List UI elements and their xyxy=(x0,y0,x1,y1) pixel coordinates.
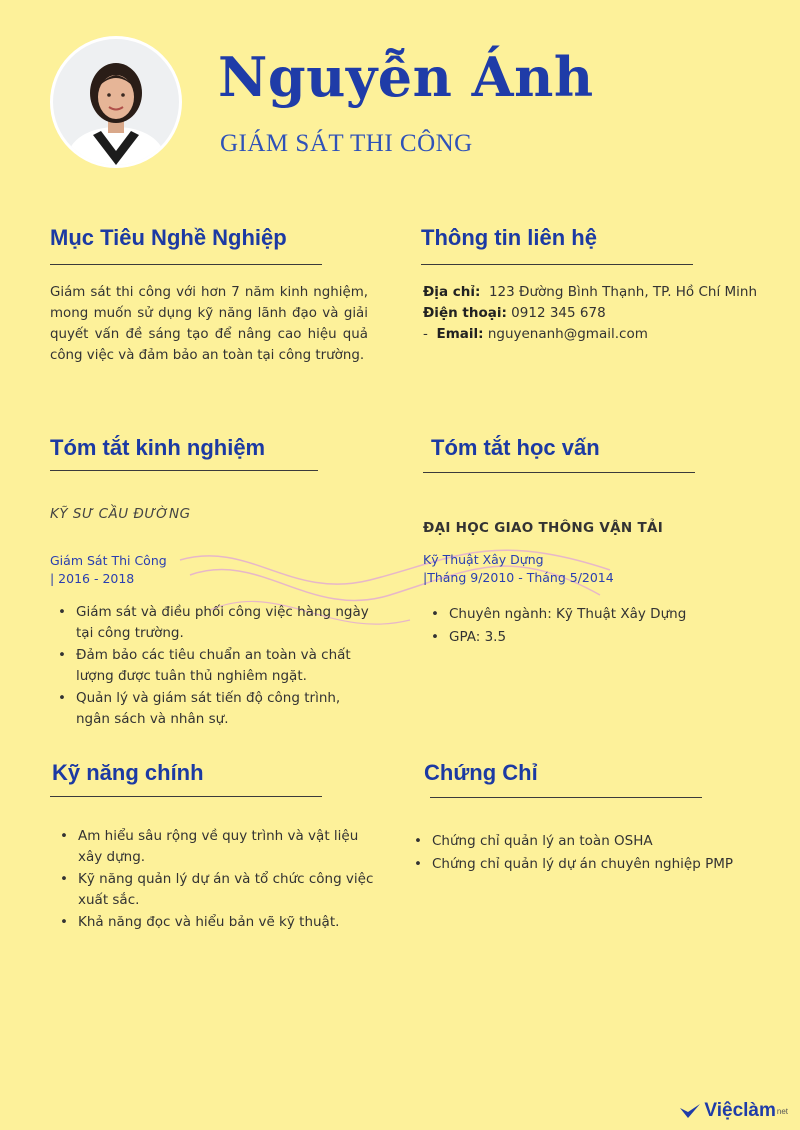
experience-period: | 2016 - 2018 xyxy=(50,571,135,586)
objective-heading: Mục Tiêu Nghề Nghiệp xyxy=(50,225,287,250)
job-title: GIÁM SÁT THI CÔNG xyxy=(220,130,473,157)
phone-value: 0912 345 678 xyxy=(506,305,606,321)
email-label: Email: xyxy=(436,326,484,342)
education-divider xyxy=(423,472,695,473)
objective-divider xyxy=(50,264,322,265)
education-school: ĐẠI HỌC GIAO THÔNG VẬN TẢI xyxy=(423,520,664,536)
list-item: • Chứng chỉ quản lý dự án chuyên nghiệp PMP xyxy=(432,854,800,875)
list-item: • Kỹ năng quản lý dự án và tổ chức công việc xuất sắc. xyxy=(78,869,378,910)
education-major: Kỹ Thuật Xây Dựng xyxy=(423,552,544,567)
email-prefix: - xyxy=(423,326,437,342)
education-list xyxy=(423,604,769,649)
contact-block xyxy=(423,282,763,345)
list-item: • Quản lý và giám sát tiến độ công trình, ngân sách và nhân sự. xyxy=(76,688,376,729)
logo-text: Việclàm xyxy=(704,1100,776,1121)
address-label: Địa chỉ: xyxy=(423,284,481,300)
list-item: • Khả năng đọc và hiểu bản vẽ kỹ thuật. xyxy=(78,912,378,933)
profile-photo xyxy=(50,36,182,168)
education-heading: Tóm tắt học vấn xyxy=(431,435,600,460)
contact-email xyxy=(423,324,763,345)
portrait-image xyxy=(53,39,179,165)
experience-heading: Tóm tắt kinh nghiệm xyxy=(50,435,266,460)
contact-divider xyxy=(421,264,693,265)
list-item: • Đảm bảo các tiêu chuẩn an toàn và chất lượng được tuân thủ nghiêm ngặt. xyxy=(76,645,376,686)
brand-logo[interactable] xyxy=(679,1100,788,1122)
candidate-name: Nguyễn Ánh xyxy=(218,45,594,109)
list-item: • GPA: 3.5 xyxy=(449,627,769,648)
list-item: • Am hiểu sâu rộng về quy trình và vật liệu xây dựng. xyxy=(78,826,378,867)
contact-phone xyxy=(423,303,763,324)
checkmark-logo-icon xyxy=(679,1102,701,1120)
list-item: • Chuyên ngành: Kỹ Thuật Xây Dựng xyxy=(449,604,769,625)
experience-divider xyxy=(50,470,318,471)
objective-text: Giám sát thi công với hơn 7 năm kinh nghiệm, mong muốn sử dụng kỹ năng lãnh đạo và giải quyết vấn đề sáng tạo để nâng cao hiệu quả công việc và đảm bảo an toàn tại công trường. xyxy=(50,285,368,363)
phone-label: Điện thoại: xyxy=(423,305,507,321)
certificates-divider xyxy=(430,797,702,798)
certificates-list xyxy=(406,831,800,876)
experience-position: Giám Sát Thi Công xyxy=(50,553,167,568)
experience-list xyxy=(50,602,376,731)
logo-suffix: net xyxy=(776,1106,788,1116)
certificates-heading: Chứng Chỉ xyxy=(424,760,538,785)
contact-heading: Thông tin liên hệ xyxy=(421,225,597,250)
education-period: |Tháng 9/2010 - Tháng 5/2014 xyxy=(423,570,614,585)
skills-heading: Kỹ năng chính xyxy=(52,760,204,785)
list-item: • Giám sát và điều phối công việc hàng ngày tại công trường. xyxy=(76,602,376,643)
address-value: 123 Đường Bình Thạnh, TP. Hồ Chí Minh xyxy=(480,284,758,300)
list-item: • Chứng chỉ quản lý an toàn OSHA xyxy=(432,831,800,852)
email-value[interactable]: nguyenanh@gmail.com xyxy=(483,326,648,342)
skills-list xyxy=(52,826,378,935)
experience-subtitle: KỸ SƯ CẦU ĐƯỜNG xyxy=(50,506,191,522)
skills-divider xyxy=(50,796,322,797)
contact-address xyxy=(423,282,763,303)
